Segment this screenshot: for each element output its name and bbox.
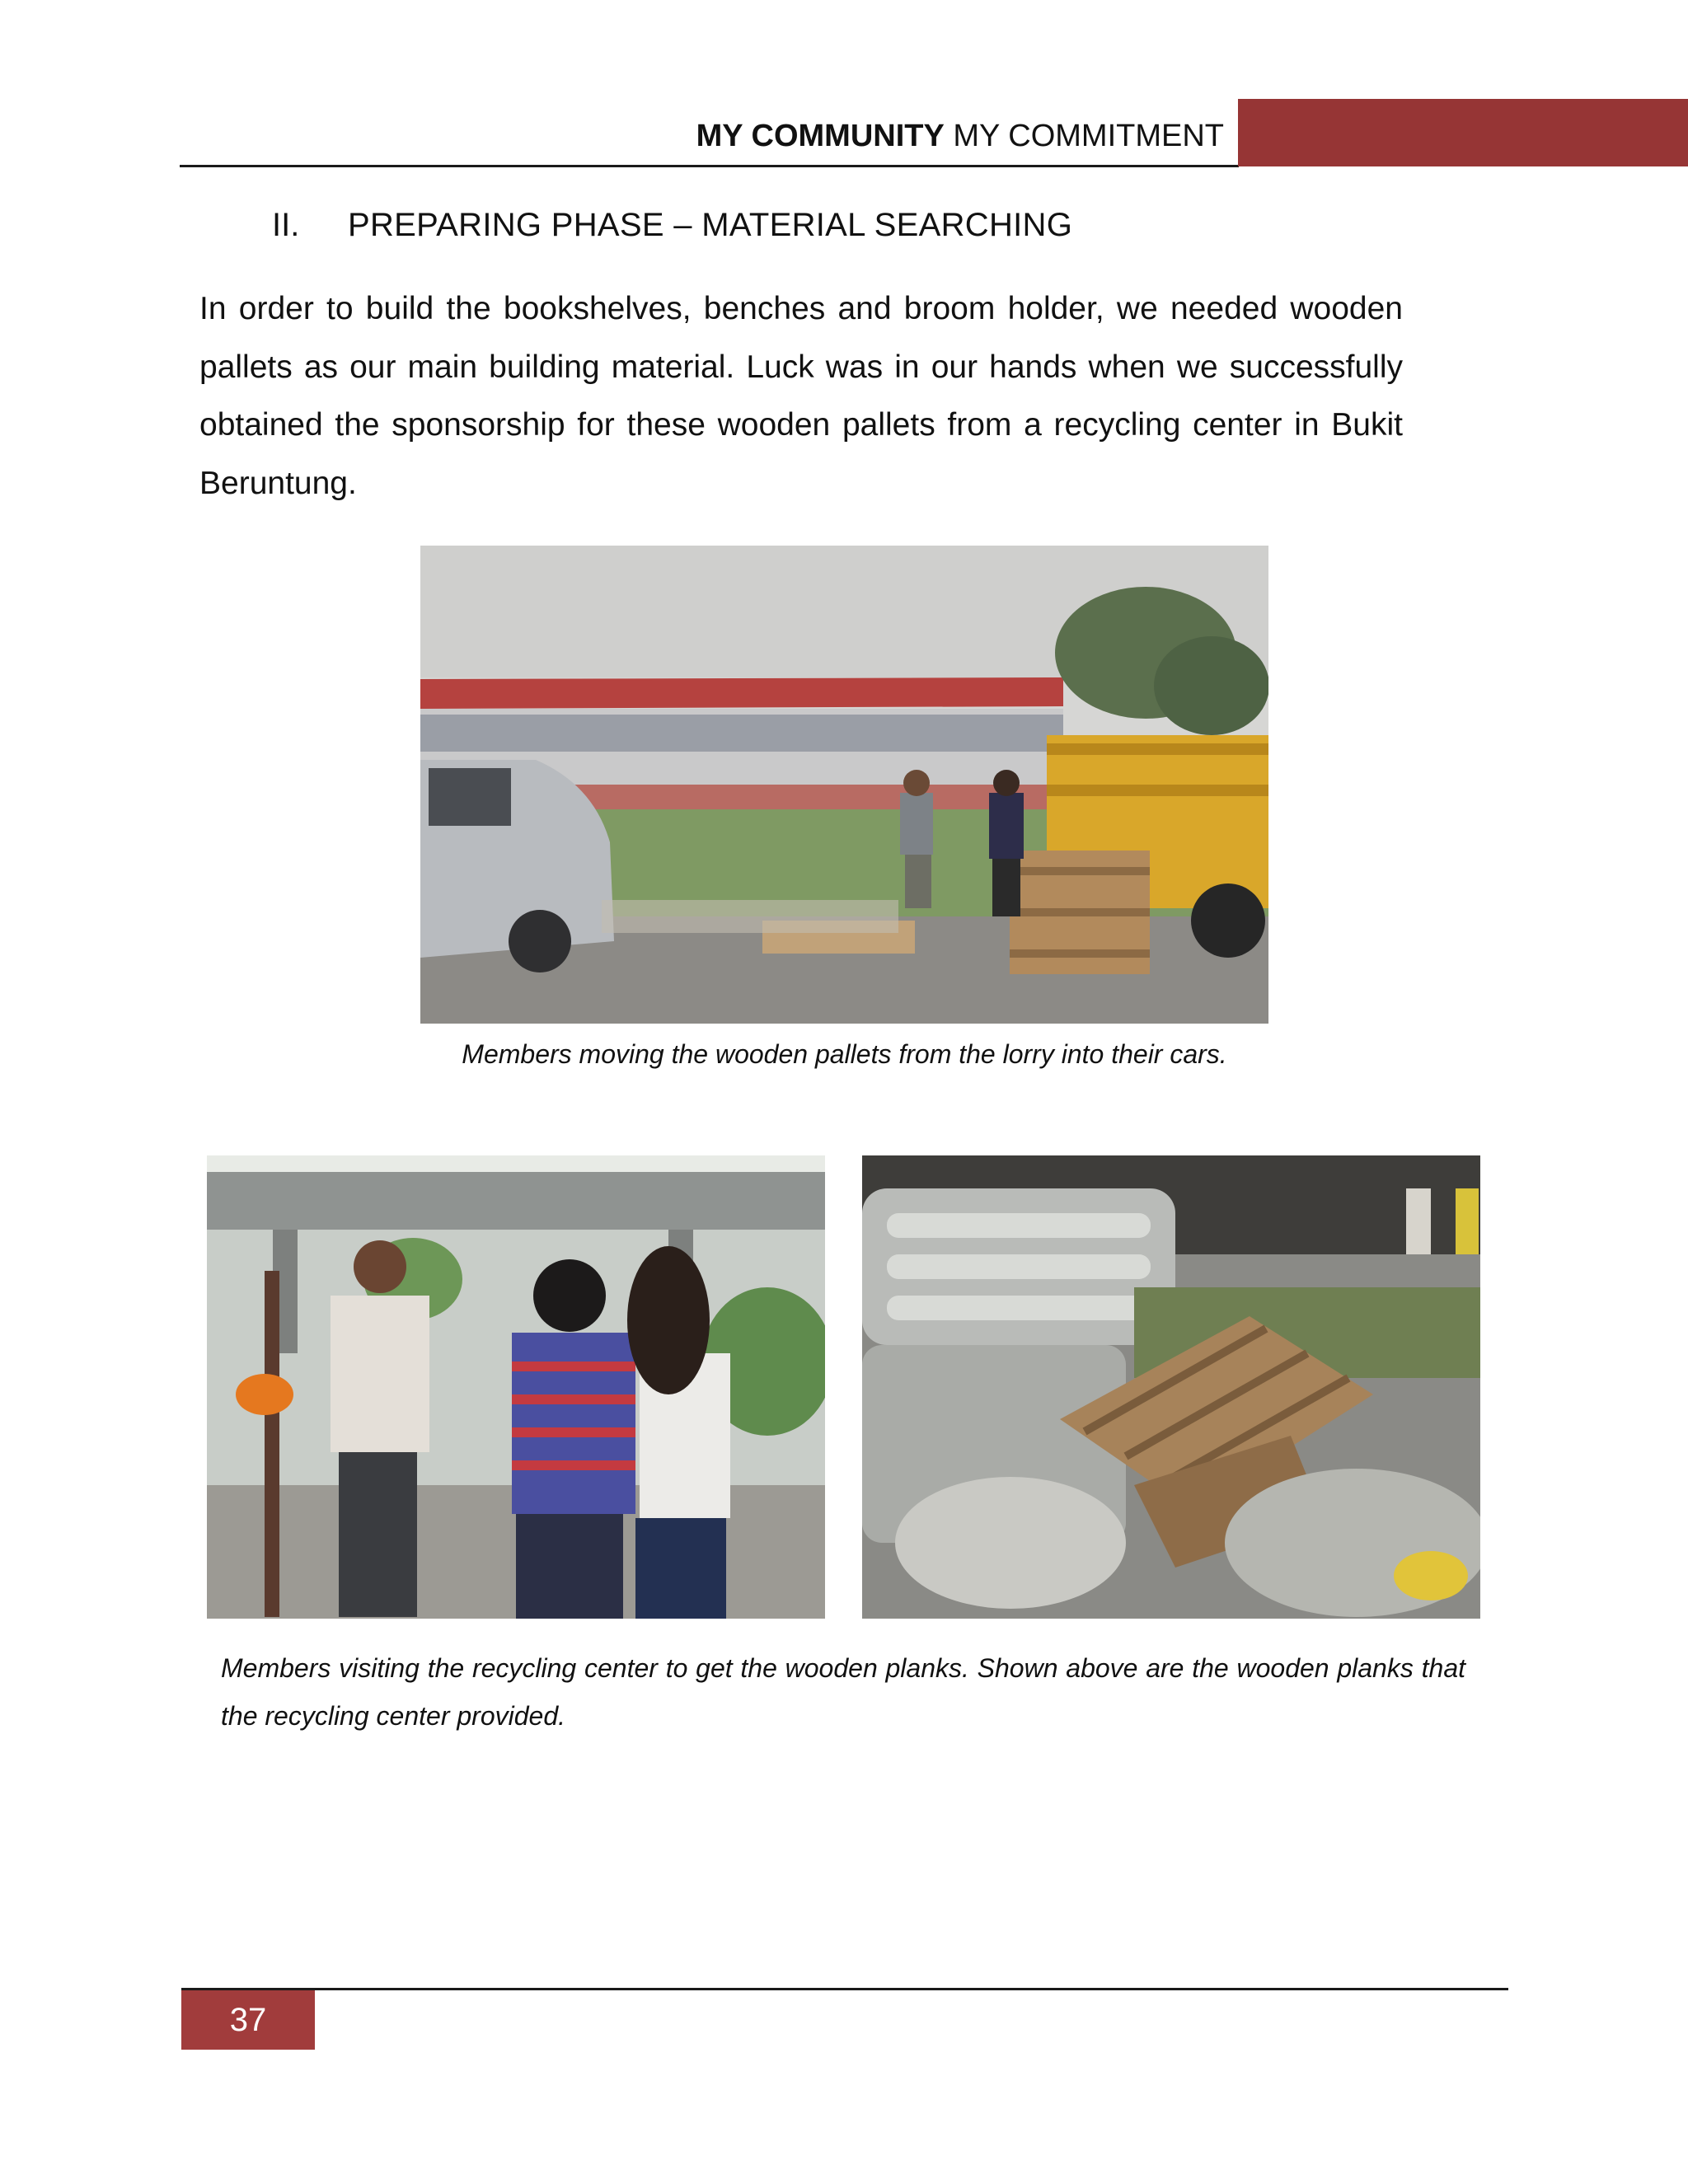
photo-wooden-planks xyxy=(862,1155,1480,1619)
header-rule xyxy=(180,165,1239,167)
body-paragraph: In order to build the bookshelves, benches and broom holder, we needed wooden pallets as our main building material. Luck was in our hands when we successfully obtained the sponsorship for these wooden pallets from a recycling center in Bukit Beruntung. xyxy=(199,291,1403,501)
page-number: 37 xyxy=(181,1990,315,2050)
header-title-regular: MY COMMITMENT xyxy=(944,119,1224,153)
section-title: PREPARING PHASE – MATERIAL SEARCHING xyxy=(348,207,1073,243)
figure-caption-2: Members visiting the recycling center to get the wooden planks. Shown above are the wooden planks that the recycling center provided. xyxy=(221,1653,1465,1731)
photo-visiting-recycling-center xyxy=(207,1155,825,1619)
header-title-bold: MY COMMUNITY xyxy=(696,119,945,153)
running-header xyxy=(0,115,1224,157)
figure-caption-1: Members moving the wooden pallets from the lorry into their cars. xyxy=(462,1039,1227,1069)
footer-rule xyxy=(181,1988,1508,1990)
header-accent-block xyxy=(1238,99,1688,166)
photo-moving-pallets xyxy=(420,546,1268,1024)
section-number: II. xyxy=(272,207,300,243)
